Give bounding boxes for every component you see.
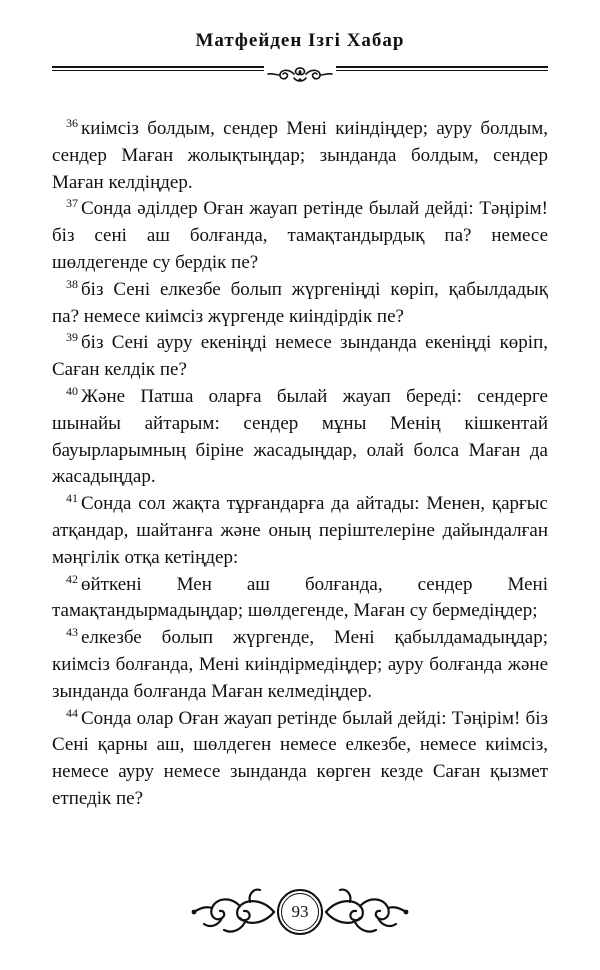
verse-text: киімсіз болдым, сендер Мені киіндіңдер; ауру болдым, сендер Маған жолықтыңдар; зынданда болдым, сендер Маған келдіңдер. <box>52 118 548 193</box>
verse-text: елкезбе болып жүргенде, Мені қабылдамадыңдар; киімсіз болғанда, Мені киіндірмедіңдер; ауру болғанда және зынданда болғанда Маған келмедіңдер. <box>52 627 548 702</box>
verse-42 <box>52 572 548 626</box>
scripture-text-block <box>52 116 548 813</box>
verse-text: біз Сені ауру екеніңді немесе зынданда екеніңді көріп, Саған келдік пе? <box>52 332 548 381</box>
verse-number: 42 <box>66 571 78 586</box>
verse-44 <box>52 706 548 813</box>
running-header-title: Матфейден Ізгі Хабар <box>195 30 405 51</box>
verse-37 <box>52 196 548 276</box>
verse-text: Және Патша оларға былай жауап береді: сендерге шынайы айтарым: сендер мұны Менің кішкентай бауырларымның біріне жасадыңдар, олай болса Маған да жасадыңдар. <box>52 385 548 488</box>
page-number: 93 <box>291 902 309 921</box>
verse-text: Сонда сол жақта тұрғандарға да айтады: Менен, қарғыс атқандар, шайтанға және оның періштелеріне дайындалған мәңгілік отқа кетіңдер: <box>52 493 548 568</box>
verse-text: Сонда олар Оған жауап ретінде былай дейді: Тәңірім! біз Сені қарны аш, шөлдеген немесе елкезбе, немесе киімсіз, немесе ауру немесе зынданда көрген кезде Саған қызмет етпедік пе? <box>52 707 548 809</box>
verse-number: 36 <box>66 116 78 130</box>
header-flourish-ornament <box>264 62 336 86</box>
verse-38 <box>52 277 548 331</box>
verse-number: 39 <box>66 330 78 345</box>
verse-39 <box>52 330 548 384</box>
verse-text: біз Сені елкезбе болып жүргеніңді көріп, қабылдадық па? немесе киімсіз жүргенде киіндірдік пе? <box>52 278 548 327</box>
verse-41 <box>52 491 548 571</box>
verse-number: 44 <box>66 705 78 720</box>
verse-number: 38 <box>66 276 78 291</box>
verse-number: 43 <box>66 625 78 640</box>
verse-43 <box>52 625 548 705</box>
verse-number: 37 <box>66 196 78 211</box>
verse-number: 41 <box>66 491 78 506</box>
verse-text: Сонда әділдер Оған жауап ретінде былай дейді: Тәңірім! біз сені аш болғанда, тамақтандырдық па? немесе шөлдегенде су бердік пе? <box>52 198 548 273</box>
verse-36 <box>52 116 548 196</box>
verse-text: өйткені Мен аш болғанда, сендер Мені тамақтандырмадыңдар; шөлдегенде, Маған су бермедіңдер; <box>52 573 548 622</box>
verse-40 <box>52 384 548 491</box>
verse-number: 40 <box>66 383 78 398</box>
